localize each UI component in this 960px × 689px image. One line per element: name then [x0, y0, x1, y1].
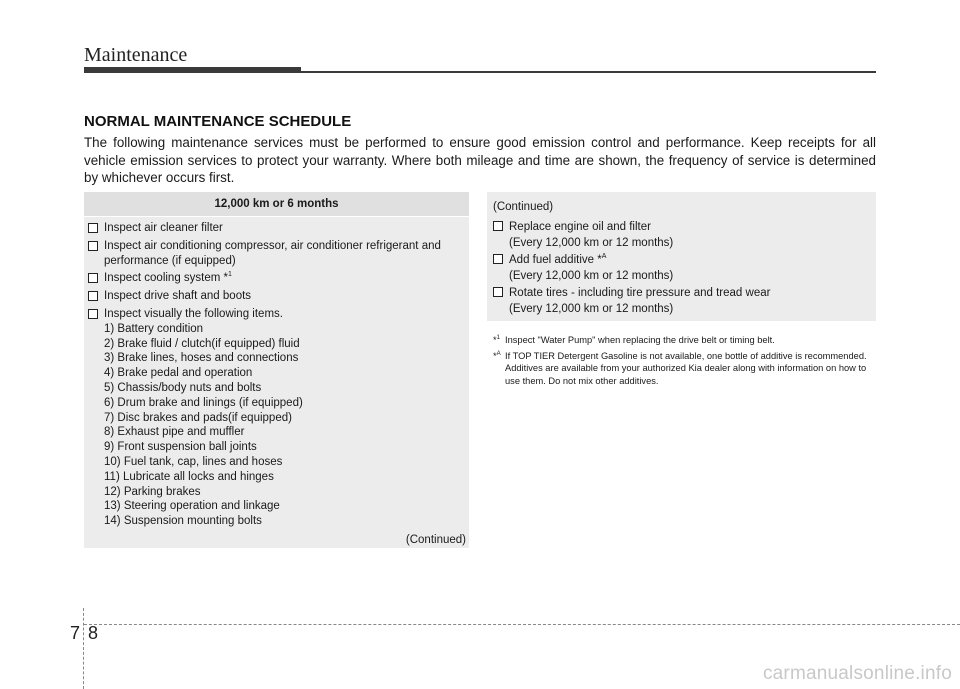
schedule-item [88, 271, 465, 286]
footnote-ref: A [601, 253, 607, 261]
schedule-item-text: Inspect air conditioning compressor, air conditioner refrigerant and performance (if equipped) [104, 239, 441, 267]
sublist-item: 1) Battery condition [104, 322, 204, 335]
section-title: NORMAL MAINTENANCE SCHEDULE [84, 113, 352, 130]
sublist-item: 9) Front suspension ball joints [104, 441, 257, 454]
checkbox-icon [88, 309, 98, 319]
checkbox-icon [88, 291, 98, 301]
schedule-item-text: Add fuel additive * [509, 254, 602, 266]
footnote-marker: *$^A$ [493, 350, 501, 361]
schedule-item-text: Inspect cooling system * [104, 272, 229, 285]
maintenance-schedule-panel-right [487, 192, 876, 321]
schedule-item [493, 252, 870, 284]
header-rule-thin [301, 71, 876, 73]
schedule-items-left [84, 217, 469, 529]
schedule-item [493, 219, 870, 251]
footnote-text: If TOP TIER Detergent Gasoline is not available, one bottle of additive is recommended. Additives are available from your authorized Kia dealer along with information on how to use them. Do not mix other additives. [505, 350, 867, 386]
sublist-item: 2) Brake fluid / clutch(if equipped) fluid [104, 337, 300, 350]
inspection-sublist [104, 322, 465, 529]
continued-label: (Continued) [493, 201, 554, 213]
schedule-items-right [487, 192, 876, 317]
sublist-item: 14) Suspension mounting bolts [104, 515, 262, 528]
checkbox-icon [88, 241, 98, 251]
sublist-item: 5) Chassis/body nuts and bolts [104, 381, 262, 394]
footnote-text: Inspect "Water Pump" when replacing the drive belt or timing belt. [505, 335, 775, 345]
watermark: carmanualsonline.info [762, 663, 952, 684]
schedule-item [88, 239, 465, 269]
continued-label: (Continued) [405, 534, 466, 546]
schedule-item-text: Inspect visually the following items. [104, 307, 283, 320]
footnote-marker: *$^1$ [493, 334, 500, 345]
schedule-item-text: Inspect drive shaft and boots [104, 290, 252, 303]
intro-paragraph: The following maintenance services must be performed to ensure good emission control and performance. Keep receipts for all vehicle emission services to protect your warranty. Where both mileage and time are shown, the frequency of service is determined by whichever occurs first. [84, 135, 876, 185]
chapter-number: 7 [70, 623, 81, 643]
header-rule-thick [84, 67, 301, 73]
sublist-item: 8) Exhaust pipe and muffler [104, 426, 245, 439]
schedule-item [88, 221, 465, 236]
maintenance-schedule-panel-left [84, 192, 469, 548]
schedule-item-text: Inspect air cleaner filter [104, 222, 223, 234]
page-number: 8 [88, 623, 99, 643]
page-guide-horizontal [84, 624, 960, 625]
sublist-item: 6) Drum brake and linings (if equipped) [104, 396, 303, 409]
checkbox-icon [493, 287, 503, 297]
checkbox-icon [88, 273, 98, 283]
footnote [493, 350, 876, 388]
sublist-item: 12) Parking brakes [104, 485, 201, 498]
sublist-item: 10) Fuel tank, cap, lines and hoses [104, 455, 283, 468]
footnote-ref: 1 [228, 271, 232, 279]
sublist-item: 4) Brake pedal and operation [104, 367, 253, 380]
checkbox-icon [88, 223, 98, 233]
sublist-item: 7) Disc brakes and pads(if equipped) [104, 411, 292, 424]
schedule-item-interval: (Every 12,000 km or 12 months) [509, 303, 674, 315]
schedule-item-interval: (Every 12,000 km or 12 months) [509, 270, 674, 282]
schedule-item [88, 307, 465, 529]
sublist-item: 13) Steering operation and linkage [104, 500, 280, 513]
checkbox-icon [493, 221, 503, 231]
schedule-item-interval: (Every 12,000 km or 12 months) [509, 237, 674, 249]
interval-heading: 12,000 km or 6 months [84, 192, 469, 217]
schedule-item [493, 285, 870, 317]
schedule-item [88, 289, 465, 304]
schedule-item-text: Rotate tires - including tire pressure and tread wear [509, 287, 771, 299]
schedule-item-text: Replace engine oil and filter [509, 221, 651, 233]
sublist-item: 11) Lubricate all locks and hinges [104, 470, 274, 483]
checkbox-icon [493, 254, 503, 264]
page-guide-vertical [83, 608, 84, 689]
sublist-item: 3) Brake lines, hoses and connections [104, 352, 299, 365]
footnotes [493, 334, 876, 390]
footnote [493, 334, 876, 347]
page-header-title: Maintenance [84, 44, 188, 66]
